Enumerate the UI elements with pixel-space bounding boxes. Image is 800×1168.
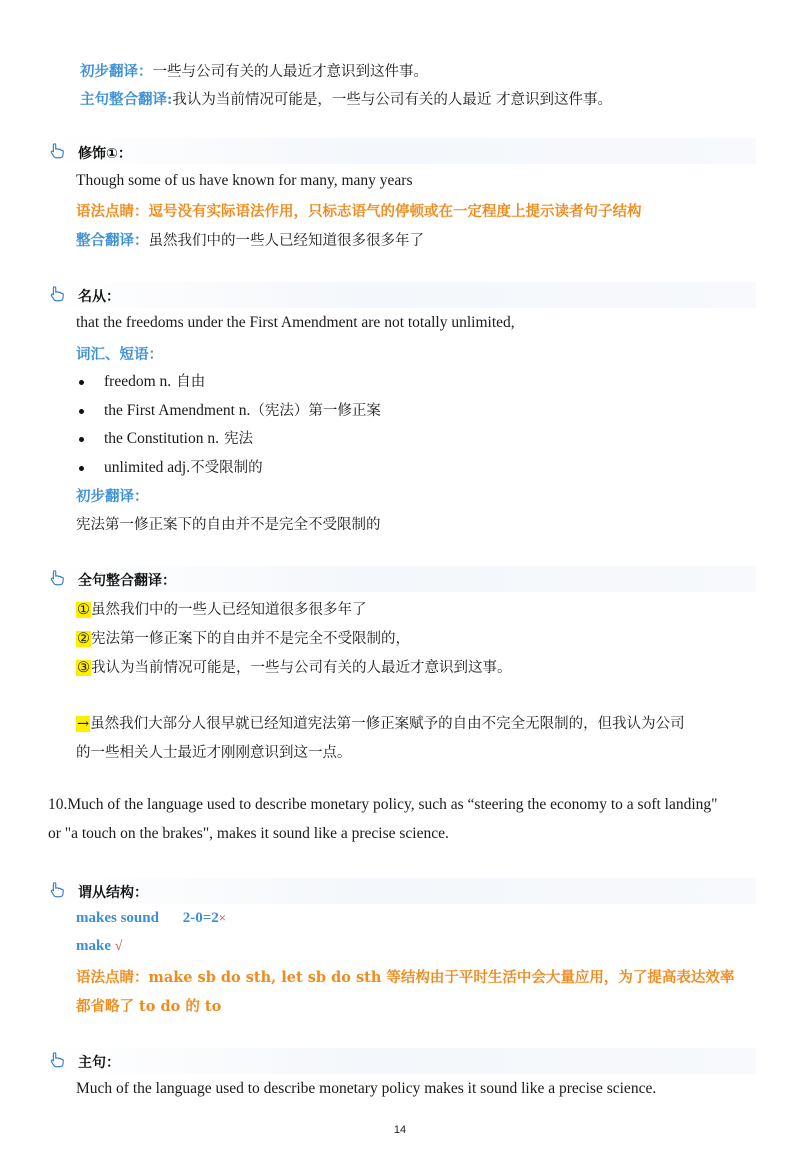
pointing-hand-icon (48, 881, 66, 899)
full-item (76, 627, 410, 648)
predicate-heading: 谓从结构： (78, 885, 148, 901)
modifier-sentence: Though some of us have known for many, many years (76, 172, 413, 189)
pointing-hand-icon (48, 569, 66, 587)
main-translation-text: 我认为当前情况可能是，一些与公司有关的人最近 才意识到这件事。 (172, 92, 612, 108)
full-item (76, 656, 512, 677)
item-number-2: ② (77, 631, 90, 647)
question-10-line1: 10.Much of the language used to describe monetary policy, such as “steering the economy to a soft landing" (48, 796, 718, 813)
page-number: 14 (393, 1124, 407, 1136)
noun-prelim-label: 初步翻译： (76, 488, 149, 505)
section-bar-modifier (44, 138, 756, 164)
final-translation-line2: 的一些相关人士最近才刚刚意识到这一点。 (76, 745, 352, 761)
predicate-line1 (76, 910, 226, 927)
predicate-grammar-line2: 都省略了 to do 的 to (76, 998, 222, 1015)
modifier-heading: 修饰①： (78, 146, 132, 162)
predicate-line2 (76, 938, 122, 955)
grammar-point-text: make sb do sth, let sb do sth 等结构由于平时生活中会大量应用，为了提高表达效率 (148, 969, 735, 986)
section-bar-noun-clause (44, 282, 756, 308)
pointing-hand-icon (48, 142, 66, 160)
prelim-translation-line (80, 60, 428, 81)
section-bar-predicate (44, 878, 756, 904)
full-heading: 全句整合翻译： (78, 573, 176, 589)
pointing-hand-icon (48, 1051, 66, 1069)
main-clause-heading: 主句： (78, 1055, 120, 1071)
bullet-icon (79, 437, 84, 442)
grammar-point-text: 逗号没有实际语法作用，只标志语气的停顿或在一定程度上提示读者句子结构 (148, 203, 642, 220)
main-translation-line (80, 88, 612, 109)
noun-clause-sentence: that the freedoms under the First Amendment are not totally unlimited, (76, 314, 515, 331)
vocab-item (104, 456, 263, 477)
bullet-icon (79, 380, 84, 385)
modifier-grammar-line (76, 200, 642, 221)
full-item-text: 虽然我们中的一些人已经知道很多很多年了 (91, 602, 367, 618)
item-number-3: ③ (77, 660, 90, 676)
combined-translation-label: 整合翻译： (76, 232, 149, 249)
vocab-term: the First Amendment n. (104, 402, 251, 419)
vocab-term: unlimited adj. (104, 459, 191, 476)
predicate-grammar-line1 (76, 966, 734, 987)
final-translation-line1 (76, 712, 685, 733)
vocab-meaning: 自由 (176, 374, 206, 390)
makes-sound-text: makes sound (76, 910, 159, 926)
cross-mark-icon: × (218, 910, 227, 925)
vocab-item (104, 427, 253, 448)
grammar-point-label: 语法点睛： (76, 203, 149, 220)
check-mark-icon: √ (114, 939, 123, 954)
pointing-hand-icon (48, 285, 66, 303)
combined-translation-text: 虽然我们中的一些人已经知道很多很多年了 (148, 233, 424, 249)
main-clause-sentence: Much of the language used to describe monetary policy makes it sound like a precise science. (76, 1080, 657, 1097)
grammar-point-label: 语法点睛： (76, 969, 149, 986)
section-bar-main-clause (44, 1048, 756, 1074)
main-translation-label: 主句整合翻译: (80, 91, 173, 108)
vocab-meaning: 不受限制的 (190, 460, 263, 476)
noun-prelim-text: 宪法第一修正案下的自由并不是完全不受限制的 (76, 517, 381, 533)
prelim-translation-text: 一些与公司有关的人最近才意识到这件事。 (152, 64, 428, 80)
prelim-translation-label: 初步翻译： (80, 63, 153, 80)
vocab-label: 词汇、短语： (76, 346, 163, 363)
item-number-1: ① (77, 602, 90, 618)
full-item (76, 598, 367, 619)
vocab-term: freedom n. (104, 373, 172, 390)
question-10-line2: or "a touch on the brakes", makes it sound like a precise science. (48, 825, 449, 842)
full-item-text: 宪法第一修正案下的自由并不是完全不受限制的， (91, 631, 410, 647)
vocab-item (104, 399, 381, 420)
arrow-icon: → (77, 716, 90, 732)
vocab-item (104, 370, 205, 391)
make-text: make (76, 938, 111, 954)
full-item-text: 我认为当前情况可能是，一些与公司有关的人最近才意识到这事。 (91, 660, 512, 676)
vocab-meaning: （宪法）第一修正案 (250, 403, 381, 419)
bullet-icon (79, 409, 84, 414)
vocab-meaning: 宪法 (224, 431, 254, 447)
count-text: 2-0=2 (182, 910, 219, 926)
vocab-term: the Constitution n. (104, 430, 219, 447)
noun-clause-heading: 名从： (78, 289, 120, 305)
final-translation-text: 虽然我们大部分人很早就已经知道宪法第一修正案赋予的自由不完全无限制的，但我认为公司 (90, 716, 685, 732)
modifier-combined-line (76, 229, 424, 250)
bullet-icon (79, 466, 84, 471)
